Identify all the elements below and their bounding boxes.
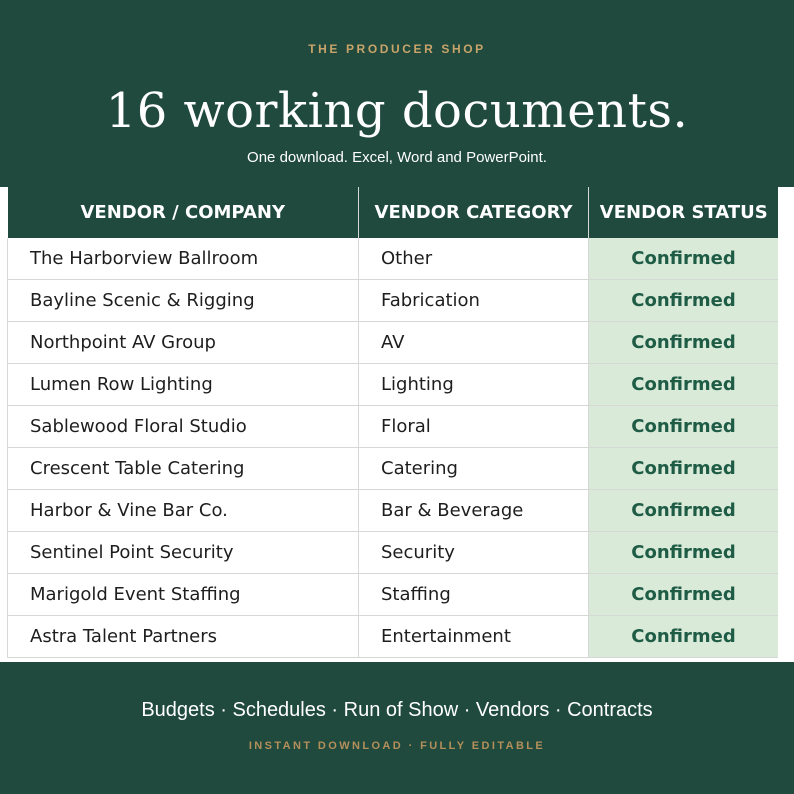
page-headline: 16 working documents. — [105, 83, 689, 139]
table-row — [8, 574, 779, 616]
vendor-category-cell: Entertainment — [359, 616, 589, 658]
vendor-table-container — [7, 187, 778, 662]
vendor-category-cell: Other — [359, 238, 589, 280]
vendor-status-cell: Confirmed — [589, 616, 779, 658]
table-row — [8, 448, 779, 490]
vendor-name-cell: Crescent Table Catering — [8, 448, 359, 490]
header-banner — [0, 0, 794, 187]
table-row — [8, 490, 779, 532]
footer-banner — [0, 662, 794, 794]
vendor-name-cell: Bayline Scenic & Rigging — [8, 280, 359, 322]
vendor-name-cell: Sentinel Point Security — [8, 532, 359, 574]
vendor-category-cell: Fabrication — [359, 280, 589, 322]
table-row — [8, 616, 779, 658]
table-row — [8, 280, 779, 322]
table-row — [8, 322, 779, 364]
vendor-status-cell: Confirmed — [589, 406, 779, 448]
vendor-name-cell: Northpoint AV Group — [8, 322, 359, 364]
vendor-category-cell: Bar & Beverage — [359, 490, 589, 532]
vendor-category-cell: Security — [359, 532, 589, 574]
table-row — [8, 238, 779, 280]
vendor-status-cell: Confirmed — [589, 238, 779, 280]
table-row — [8, 406, 779, 448]
vendor-status-cell: Confirmed — [589, 490, 779, 532]
column-header-vendor: VENDOR / COMPANY — [8, 187, 359, 238]
vendor-status-cell: Confirmed — [589, 448, 779, 490]
table-row — [8, 532, 779, 574]
vendor-name-cell: Sablewood Floral Studio — [8, 406, 359, 448]
page-subhead: One download. Excel, Word and PowerPoint. — [247, 149, 547, 166]
vendor-category-cell: Lighting — [359, 364, 589, 406]
vendor-name-cell: The Harborview Ballroom — [8, 238, 359, 280]
vendor-name-cell: Harbor & Vine Bar Co. — [8, 490, 359, 532]
vendor-name-cell: Lumen Row Lighting — [8, 364, 359, 406]
brand-name: THE PRODUCER SHOP — [308, 42, 486, 56]
column-header-status: VENDOR STATUS — [589, 187, 779, 238]
table-body — [8, 238, 779, 658]
table-row — [8, 364, 779, 406]
column-header-category: VENDOR CATEGORY — [359, 187, 589, 238]
vendor-name-cell: Astra Talent Partners — [8, 616, 359, 658]
vendor-category-cell: Staffing — [359, 574, 589, 616]
vendor-status-cell: Confirmed — [589, 532, 779, 574]
table-header-row — [8, 187, 779, 238]
vendor-status-cell: Confirmed — [589, 364, 779, 406]
vendor-category-cell: AV — [359, 322, 589, 364]
document-topics: Budgets · Schedules · Run of Show · Vendors · Contracts — [141, 699, 653, 721]
vendor-status-cell: Confirmed — [589, 574, 779, 616]
vendor-table — [7, 187, 778, 658]
vendor-category-cell: Catering — [359, 448, 589, 490]
vendor-name-cell: Marigold Event Staffing — [8, 574, 359, 616]
vendor-category-cell: Floral — [359, 406, 589, 448]
vendor-status-cell: Confirmed — [589, 322, 779, 364]
footer-tagline: INSTANT DOWNLOAD · FULLY EDITABLE — [248, 740, 546, 752]
vendor-status-cell: Confirmed — [589, 280, 779, 322]
